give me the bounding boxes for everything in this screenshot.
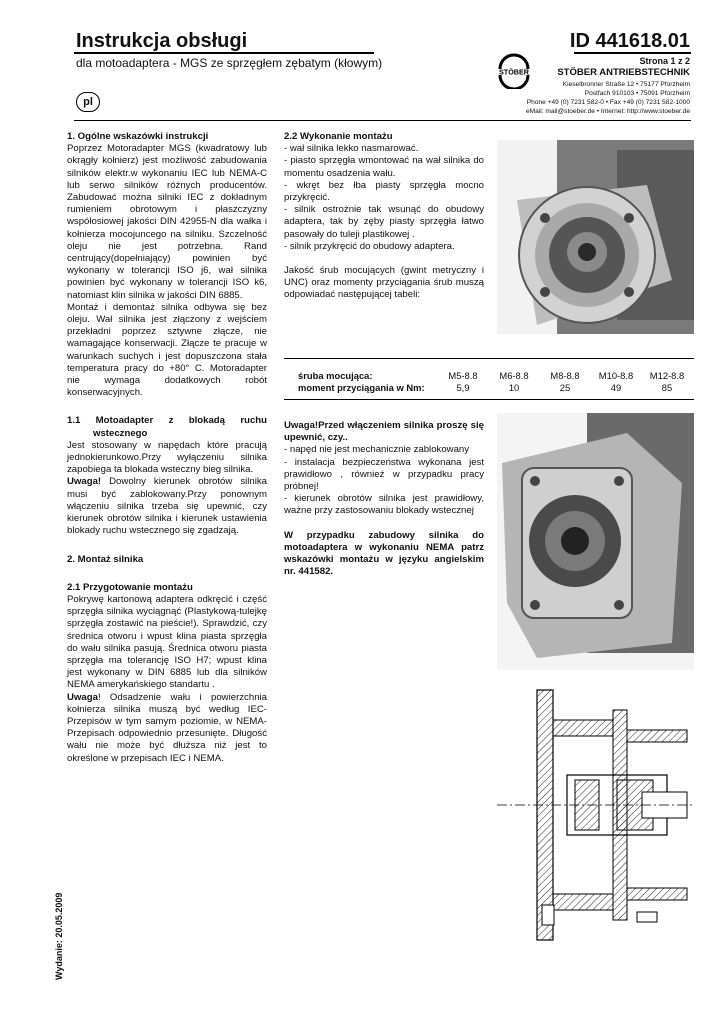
table-cell: 49 bbox=[610, 382, 622, 393]
warning-text: Dowolny kierunek obrotów silnika musi być zablokowany.Przy ponownym włączeniu silnika trzeba się upewnić, czy kierunek obrotów silnika i kierunek ustawienia blokady ruchu wstecznego się zgadzają. bbox=[67, 476, 267, 537]
torque-table bbox=[284, 358, 694, 400]
table-row-screws bbox=[438, 370, 694, 382]
address-line: Postfach 910103 • 75091 Pforzheim bbox=[584, 90, 690, 97]
warning-text: ! Odsadzenie wału i powierzchnia kołnierza silnika muszą być według IEC-Przepisów w tym samym poziomie, w NEMA-Przepisach odpowiednio przesunięte. Długość wału nie może być dłuższa niż jest to określone w przepisach IEC i NEMA. bbox=[67, 691, 267, 764]
table-cell: M8-8.8 bbox=[550, 370, 580, 381]
address-line: Kieselbronner Straße 12 • 75177 Pforzheim bbox=[562, 81, 690, 88]
warning-line: - napęd nie jest mechanicznie zablokowany bbox=[284, 444, 470, 456]
table-cell: M6-8.8 bbox=[499, 370, 529, 381]
table-cell: 85 bbox=[661, 382, 673, 393]
document-subtitle: dla motoadaptera - MGS ze sprzęgłem zębatym (kłowym) bbox=[76, 56, 383, 70]
email-web-line: eMail: mail@stoeber.de • Internet: http://www.stoeber.de bbox=[525, 108, 690, 115]
table-row-torques bbox=[438, 382, 694, 394]
step-line: - silnik przykręcić do obudowy adaptera. bbox=[284, 240, 455, 252]
edition-text: Wydanie: 20.05.2009 bbox=[54, 892, 64, 980]
section-1-text: Poprzez Motoradapter MGS (kwadratowy lub okrągły kołnierz) jest możliwość zabudowania silników elektr.w wykonaniu IEC lub NEMA-C lub serwo silników różnych producentów. Zabudować można silniki IEC z dokładnym rumieniem obrotowym i płaszczyzny współosiowej jakości DIN 42955-N dla wałka i kołnierza mocojuncego na silniku. Szczelność oleju nie jest potrzebna. Rand centrujący(dopełniający) powinien być wykonany w tolerancji ISO j6, wał silnika powinien być wykonany w tolerancji ISO k6, natomiast klin silnika w jakości DIN 6885. bbox=[67, 143, 267, 301]
section-2-1-warning bbox=[67, 692, 267, 765]
section-1-text-2: Montaż i demontaż silnika odbywa się bez oleju. Wał silnika jest złączony z wejściem przekładni poprzez sztywne złącze, nie wamagające konserwacji. Złącze te pracuje w warunkach suchych i jest dopuszczona stała temperatura pracy do +80° C. Motoradapter nie wymaga dodatkowych robót konserwacyjnych. bbox=[67, 301, 267, 399]
step-line: - piasto sprzęgła wmontować na wał silnika do momentu osadzenia wału. bbox=[284, 155, 484, 179]
stober-logo bbox=[494, 53, 534, 89]
right-column-bottom bbox=[284, 420, 484, 578]
warning-label: Uwaga bbox=[67, 691, 98, 703]
phone-fax-line: Phone +49 (0) 7231 582-0 • Fax +49 (0) 7231 582-1000 bbox=[526, 99, 690, 106]
left-column bbox=[67, 131, 267, 765]
company-name: STÖBER ANTRIEBSTECHNIK bbox=[557, 67, 690, 78]
warning-line: - instalacja bezpieczeństwa wykonana jest prawidłowo , również w przypadku pracy próbnej! bbox=[284, 456, 484, 493]
document-id: ID 441618.01 bbox=[569, 30, 690, 52]
step-line: - wkręt bez łba piasty sprzęgła mocno przykręcić. bbox=[284, 179, 484, 204]
torque-intro-text: Jakość śrub mocujących (gwint metryczny i UNC) oraz momenty przyciągania śrub muszą odpowiadać następującej tabeli: bbox=[284, 265, 484, 301]
header-rule-left bbox=[74, 52, 374, 54]
section-1-heading: 1. Ogólne wskazówki instrukcji bbox=[67, 131, 209, 142]
step-line: - silnik ostrożnie tak wsunąć do obudowy adaptera, tak by zęby piasty sprzęgła łatwo pasowały do tuleji plastikowej . bbox=[284, 204, 484, 240]
section-1-1-text: Jest stosowany w napędach które pracują jednokierunkowo.Przy wyłączeniu silnika zapobiega ta blokada wsteczny bieg silnika. bbox=[67, 439, 267, 476]
warning-heading: Uwaga!Przed włączeniem silnika proszę się upewnić, czy.. bbox=[284, 420, 484, 444]
section-1-1-heading: 1.1 Motoadapter z blokadą ruchu wstecznego bbox=[67, 415, 267, 439]
logo-text: STÖBER bbox=[499, 67, 529, 77]
section-2-heading: 2. Montaż silnika bbox=[67, 553, 144, 565]
page-info: Strona 1 z 2 bbox=[639, 56, 690, 66]
section-2-1-heading: 2.1 Przygotowanie montażu bbox=[67, 581, 193, 593]
table-cell: M10-8.8 bbox=[598, 370, 634, 381]
table-row-label-screws: śruba mocująca: bbox=[298, 370, 373, 381]
document-title: Instrukcja obsługi bbox=[76, 30, 248, 52]
adapter-cross-section-drawing bbox=[497, 680, 694, 950]
header-bottom-rule bbox=[74, 120, 691, 121]
edition-date bbox=[52, 870, 68, 980]
section-1-1-warning bbox=[67, 476, 267, 537]
table-row-label-torque: moment przyciągania w Nm: bbox=[298, 382, 425, 393]
right-column-top bbox=[284, 131, 484, 302]
section-2-1-text: Pokrywę kartonową adaptera odkręcić i część sprzęgła silnika wyciągnąć (Plastykową-tulejkę sprzęgła zostawić na pieście!). Sprawdzić, czy średnica otworu i wpust klina piasta sprzęgła do wału silnika pasują. Średnica otworu piasta sprzęgła ma tolerancję ISO H7; wpust klina jest wykonany w DIN 6885 lub dla silników NEMA amerykańskiego standartu . bbox=[67, 593, 267, 691]
table-cell: 5,9 bbox=[456, 382, 470, 393]
section-2-2-heading: 2.2 Wykonanie montażu bbox=[284, 131, 393, 142]
table-cell: M12-8.8 bbox=[649, 370, 685, 381]
table-cell: 10 bbox=[508, 382, 520, 393]
header-rule-right bbox=[574, 52, 691, 54]
nema-note: W przypadku zabudowy silnika do motoadaptera w wykonaniu NEMA patrz wskazówki montażu w języku angielskim nr. 441582. bbox=[284, 529, 484, 578]
table-cell: M5-8.8 bbox=[448, 370, 478, 381]
table-cell: 25 bbox=[559, 382, 571, 393]
language-badge: pl bbox=[76, 92, 100, 112]
adapter-photo-top bbox=[497, 140, 694, 334]
warning-label: Uwaga! bbox=[67, 476, 102, 488]
adapter-photo-middle bbox=[497, 413, 694, 670]
step-line: - wał silnika lekko nasmarować. bbox=[284, 143, 419, 155]
warning-line: - kierunek obrotów silnika jest prawidłowy, ważne przy zastosowaniu blokady wstecznej bbox=[284, 493, 484, 517]
